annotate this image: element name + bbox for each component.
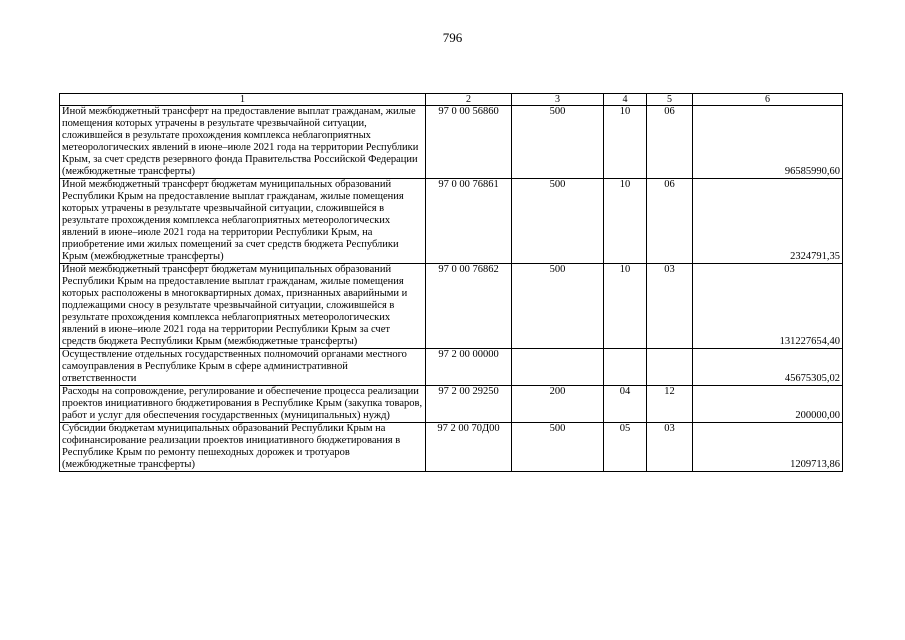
table-row <box>60 386 843 423</box>
table-row <box>60 179 843 264</box>
budget-table <box>59 93 843 472</box>
row-code-cell: 97 0 00 56860 <box>426 106 512 179</box>
row-section-cell: 04 <box>604 386 647 423</box>
row-section-cell: 05 <box>604 423 647 472</box>
row-name-cell: Иной межбюджетный трансферт бюджетам муниципальных образований Республики Крым на предоставление выплат гражданам, жилые помещения которых утрачены в результате чрезвычайной ситуации, сложившейся в результате прохождения комплекса неблагоприятных метеорологических явлений в июне–июле 2021 года на территории Республики Крым, на приобретение ими жилых помещений за счет средств бюджета Республики Крым (межбюджетные трансферты) <box>60 179 426 264</box>
row-subsection-cell: 06 <box>647 106 693 179</box>
column-header-3: 3 <box>512 94 604 106</box>
table-body <box>60 106 843 472</box>
row-subsection-cell <box>647 349 693 386</box>
row-sum-cell: 131227654,40 <box>693 264 843 349</box>
table-header-row <box>60 94 843 106</box>
row-subsection-cell: 12 <box>647 386 693 423</box>
row-code-cell: 97 0 00 76862 <box>426 264 512 349</box>
row-subsection-cell: 06 <box>647 179 693 264</box>
row-expense-type-cell: 200 <box>512 386 604 423</box>
row-expense-type-cell: 500 <box>512 179 604 264</box>
column-header-1: 1 <box>60 94 426 106</box>
table-row <box>60 423 843 472</box>
row-code-cell: 97 0 00 76861 <box>426 179 512 264</box>
column-header-6: 6 <box>693 94 843 106</box>
table-row <box>60 264 843 349</box>
row-sum-cell: 2324791,35 <box>693 179 843 264</box>
column-header-5: 5 <box>647 94 693 106</box>
row-expense-type-cell: 500 <box>512 423 604 472</box>
row-name-cell: Расходы на сопровождение, регулирование и обеспечение процесса реализации проектов инициативного бюджетирования в Республике Крым (закупка товаров, работ и услуг для обеспечения государственных (муниципальных) нужд) <box>60 386 426 423</box>
page-number: 796 <box>442 30 463 45</box>
row-sum-cell: 45675305,02 <box>693 349 843 386</box>
row-subsection-cell: 03 <box>647 264 693 349</box>
row-name-cell: Субсидии бюджетам муниципальных образований Республики Крым на софинансирование реализации проектов инициативного бюджетирования в Республике Крым по ремонту пешеходных дорожек и тротуаров (межбюджетные трансферты) <box>60 423 426 472</box>
row-code-cell: 97 2 00 29250 <box>426 386 512 423</box>
table-row <box>60 349 843 386</box>
row-code-cell: 97 2 00 00000 <box>426 349 512 386</box>
row-name-cell: Иной межбюджетный трансферт бюджетам муниципальных образований Республики Крым на предоставление выплат гражданам, жилые помещения которых расположены в многоквартирных домах, признанных аварийными и подлежащими сносу в результате чрезвычайной ситуации, сложившейся в результате прохождения комплекса неблагоприятных метеорологических явлений в июне–июле 2021 года на территории Республики Крым за счет средств бюджета Республики Крым (межбюджетные трансферты) <box>60 264 426 349</box>
row-sum-cell: 96585990,60 <box>693 106 843 179</box>
column-header-4: 4 <box>604 94 647 106</box>
row-section-cell: 10 <box>604 264 647 349</box>
row-section-cell: 10 <box>604 106 647 179</box>
row-expense-type-cell: 500 <box>512 106 604 179</box>
row-sum-cell: 1209713,86 <box>693 423 843 472</box>
row-code-cell: 97 2 00 70Д00 <box>426 423 512 472</box>
row-name-cell: Осуществление отдельных государственных полномочий органами местного самоуправления в Республике Крым в сфере административной ответственности <box>60 349 426 386</box>
row-sum-cell: 200000,00 <box>693 386 843 423</box>
table-row <box>60 106 843 179</box>
column-header-2: 2 <box>426 94 512 106</box>
row-expense-type-cell <box>512 349 604 386</box>
row-expense-type-cell: 500 <box>512 264 604 349</box>
row-section-cell <box>604 349 647 386</box>
row-subsection-cell: 03 <box>647 423 693 472</box>
row-name-cell: Иной межбюджетный трансферт на предоставление выплат гражданам, жилые помещения которых утрачены в результате чрезвычайной ситуации, сложившейся в результате прохождения комплекса неблагоприятных метеорологических явлений в июне–июле 2021 года на территории Республики Крым, за счет средств резервного фонда Правительства Российской Федерации (межбюджетные трансферты) <box>60 106 426 179</box>
row-section-cell: 10 <box>604 179 647 264</box>
